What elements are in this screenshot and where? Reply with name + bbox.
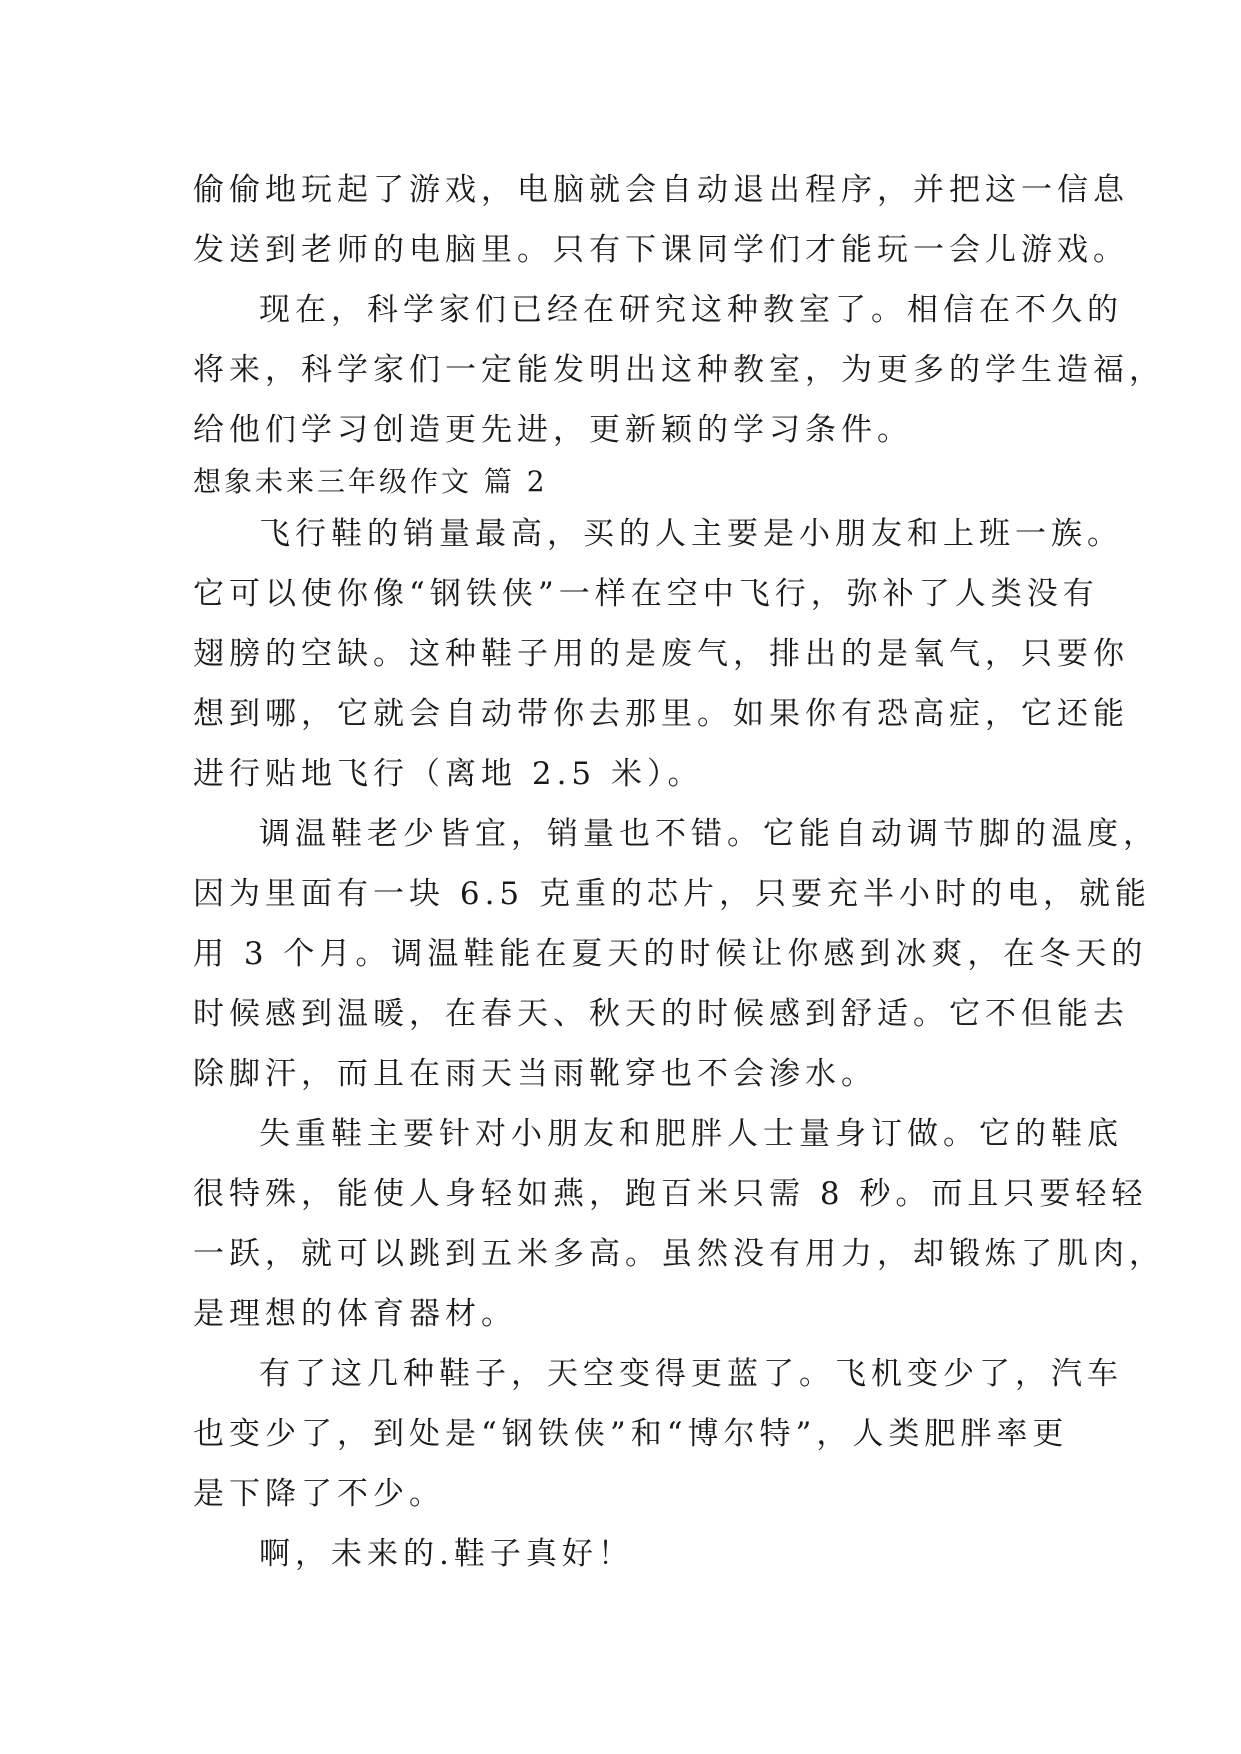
text-line: 想到哪，它就会自动带你去那里。如果你有恐高症，它还能 [193, 696, 1129, 732]
text-line: 时候感到温暖，在春天、秋天的时候感到舒适。它不但能去 [193, 996, 1129, 1032]
document-body [193, 160, 1165, 1584]
text-line: 除脚汗，而且在雨天当雨靴穿也不会渗水。 [193, 1056, 877, 1092]
text-line: 将来，科学家们一定能发明出这种教室，为更多的学生造福， [193, 352, 1165, 388]
text-line: 翅膀的空缺。这种鞋子用的是废气，排出的是氧气，只要你 [193, 636, 1129, 672]
text-line: 进行贴地飞行（离地 2.5 米）。 [193, 756, 704, 792]
text-line: 用 3 个月。调温鞋能在夏天的时候让你感到冰爽，在冬天的 [193, 936, 1148, 972]
paragraph-start-line: 调温鞋老少皆宜，销量也不错。它能自动调节脚的温度， [259, 816, 1159, 852]
text-line: 它可以使你像“钢铁侠”一样在空中飞行，弥补了人类没有 [193, 576, 1099, 612]
paragraph-start-line: 失重鞋主要针对小朋友和肥胖人士量身订做。它的鞋底 [259, 1116, 1123, 1152]
text-line: 偷偷地玩起了游戏，电脑就会自动退出程序，并把这一信息 [193, 172, 1129, 208]
paragraph-start-line: 啊，未来的.鞋子真好！ [259, 1536, 634, 1572]
text-line: 发送到老师的电脑里。只有下课同学们才能玩一会儿游戏。 [193, 232, 1129, 268]
paragraph-start-line: 飞行鞋的销量最高，买的人主要是小朋友和上班一族。 [259, 516, 1123, 552]
text-line: 也变少了，到处是“钢铁侠”和“博尔特”，人类肥胖率更 [193, 1416, 1069, 1452]
paragraph-start-line: 现在，科学家们已经在研究这种教室了。相信在不久的 [259, 292, 1123, 328]
text-line: 是理想的体育器材。 [193, 1296, 517, 1332]
text-line: 因为里面有一块 6.5 克重的芯片，只要充半小时的电，就能 [193, 876, 1152, 912]
text-line: 一跃，就可以跳到五米多高。虽然没有用力，却锻炼了肌肉， [193, 1236, 1165, 1272]
text-line: 是下降了不少。 [193, 1476, 445, 1512]
section-heading: 想象未来三年级作文 篇 2 [193, 465, 548, 498]
paragraph-start-line: 有了这几种鞋子，天空变得更蓝了。飞机变少了，汽车 [259, 1356, 1123, 1392]
text-line: 给他们学习创造更先进，更新颖的学习条件。 [193, 412, 913, 448]
text-line: 很特殊，能使人身轻如燕，跑百米只需 8 秒。而且只要轻轻 [193, 1176, 1148, 1212]
